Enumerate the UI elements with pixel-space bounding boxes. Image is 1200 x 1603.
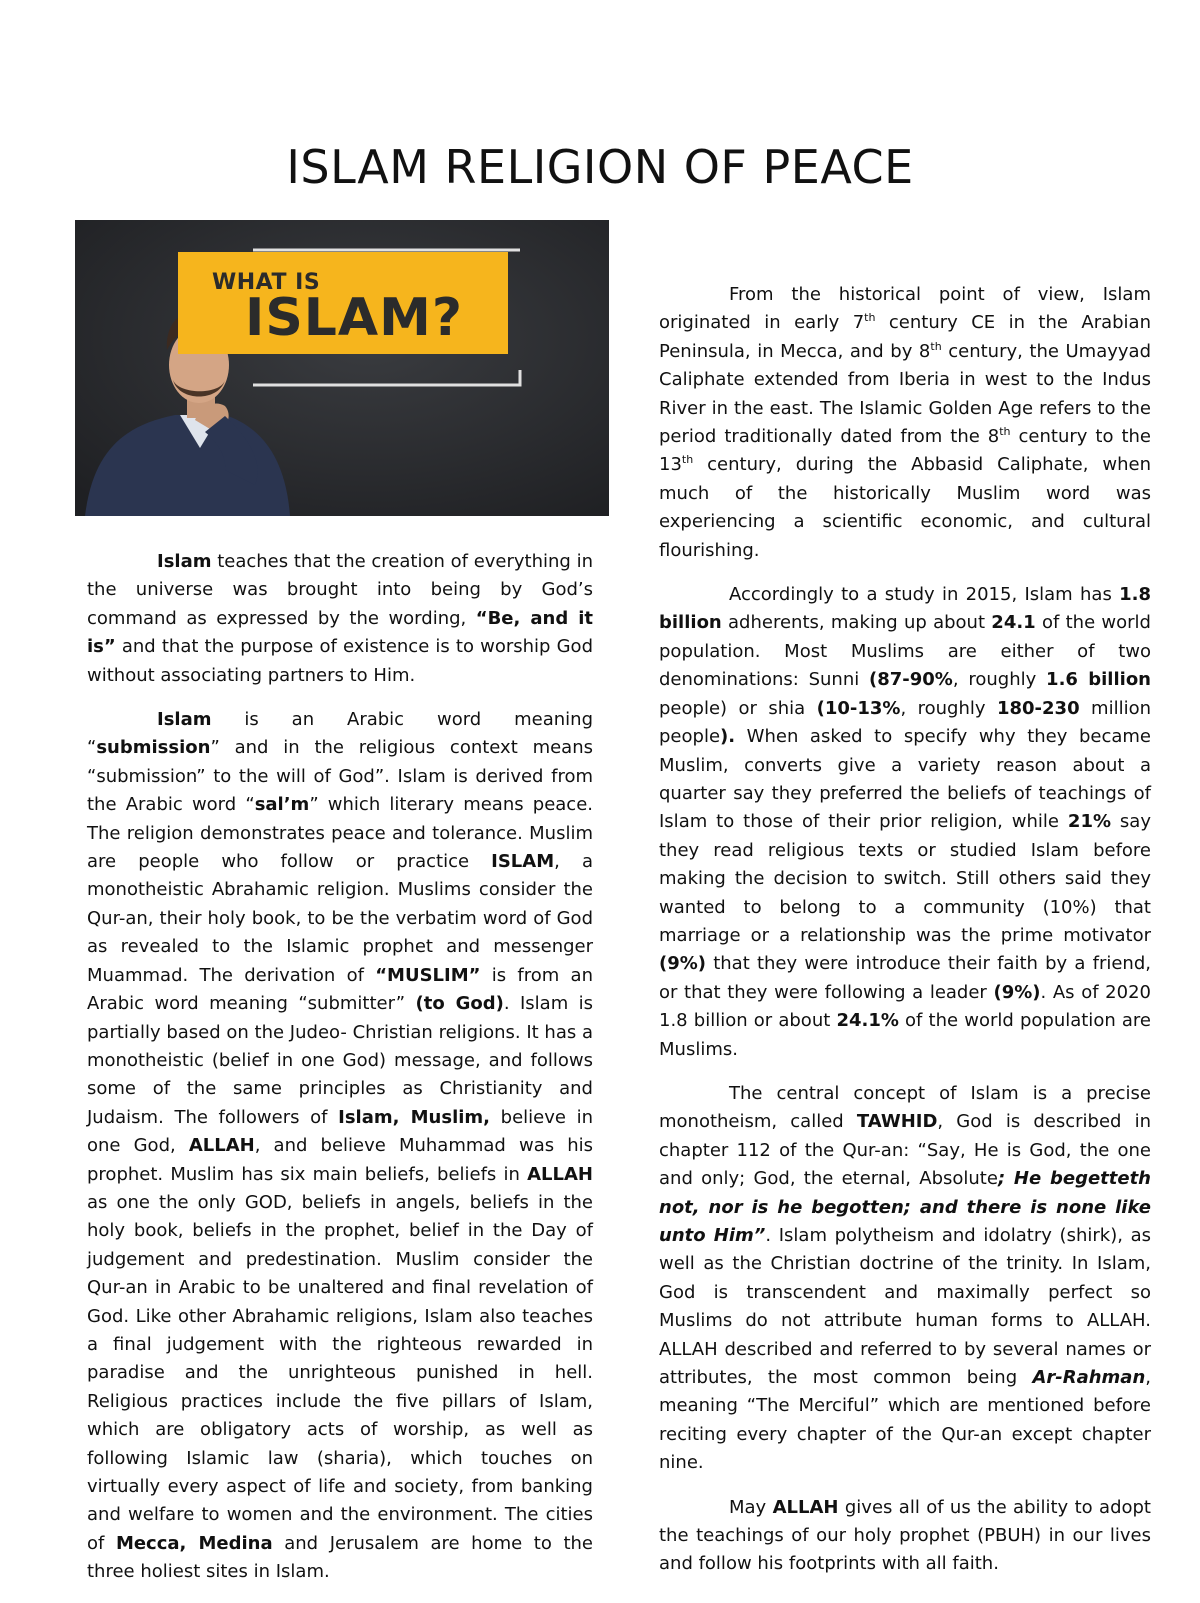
right-column (659, 281, 1151, 1595)
bold-text: (87-90% (869, 669, 953, 691)
body-text: of the world population. Most Muslims are either of two denominations: Sunni (659, 612, 1151, 691)
superscript: th (930, 339, 942, 353)
bold-text: 180-230 (996, 697, 1080, 719)
bold-text: ). (720, 726, 736, 748)
body-text: . Islam polytheism and idolatry (shirk), as well as the Christian doctrine of the trinity. In Islam, God is transcendent and maximally perfect so Muslims do not attribute human forms to ALLAH. ALLAH described and referred to by several names or attributes, the most common being (659, 1225, 1151, 1389)
bold-text: (9%) (993, 981, 1041, 1003)
body-text: gives all of us the ability to adopt the teachings of our holy prophet (PBUH) in our lives and follow his footprints with all faith. (659, 1496, 1151, 1575)
body-text: , roughly (900, 697, 997, 719)
body-text: that they were introduce their faith by a friend, or that they were following a leader (659, 953, 1151, 1003)
hero-headline-large: ISLAM? (245, 288, 464, 348)
body-text: . As of 2020 1.8 billion or about (659, 981, 1151, 1032)
bold-text: (9%) (659, 953, 707, 975)
bold-text: 21% (1067, 811, 1112, 833)
bold-text: 1.8 billion (659, 584, 1151, 634)
paragraph-creation (87, 548, 593, 690)
body-text: The central concept of Islam is a precise monotheism, called (659, 1082, 1151, 1133)
bold-text: 24.1% (836, 1010, 899, 1032)
body-text: adherents, making up about (721, 612, 992, 634)
bold-text: ALLAH (188, 1135, 255, 1157)
bold-text: ALLAH (772, 1496, 839, 1518)
body-text: believe in one God, (87, 1106, 594, 1157)
page-title: ISLAM RELIGION OF PEACE (286, 140, 914, 194)
bold-text: 1.6 billion (1046, 669, 1151, 691)
body-text: and Jerusalem are home to the three holiest sites in Islam. (87, 1532, 593, 1583)
paragraph-meaning (87, 706, 593, 1587)
body-text: is from an Arabic word meaning “submitter” (87, 964, 593, 1015)
bold-text: Islam (157, 551, 212, 572)
body-text: of the world population are Muslims. (659, 1010, 1151, 1060)
bold-text: sal’m (254, 794, 310, 816)
superscript: th (681, 453, 694, 467)
body-text: May (729, 1496, 773, 1518)
body-text: , a monotheistic Abrahamic religion. Muslims consider the Qur-an, their holy book, to be the verbatim word of God as revealed to the Islamic prophet and messenger Muammad. The derivation of (87, 851, 593, 986)
bold-text: (10-13% (816, 697, 901, 719)
bold-text: submission (96, 737, 211, 759)
bold-text: TAWHID (856, 1111, 938, 1133)
body-text: century to the 13 (659, 426, 1151, 476)
body-text: century, the Umayyad Caliphate extended from Iberia in west to the Indus River in the east. The Islamic Golden Age refers to the period traditionally dated from the 8 (659, 340, 1151, 448)
bold-text: 24.1 (991, 612, 1036, 634)
bold-text: (to God) (415, 993, 504, 1015)
body-text: . Islam is partially based on the Judeo- Christian religions. It has a monotheistic (belief in one God) message, and follows some of the same principles as Christianity and Judaism. The followers of (87, 993, 594, 1128)
hero-image (75, 220, 609, 516)
bold-text: Islam, Muslim, (338, 1106, 491, 1128)
body-text: , God is described in chapter 112 of the Qur-an: “Say, He is God, the one and only; God, the eternal, Absolute (659, 1111, 1151, 1190)
bold-text: Mecca, Medina (115, 1532, 273, 1554)
superscript: th (999, 425, 1011, 439)
body-text: say they read religious texts or studied Islam before making the decision to switch. Still others said they wanted to belong to a community (10%) that marriage or a relationship was the prime motivator (659, 811, 1151, 946)
bold-text: ISLAM (491, 851, 555, 873)
body-text: ” which literary means peace. The religion demonstrates peace and tolerance. Muslim are people who follow or practice (87, 794, 594, 873)
bold-italic-text: ; He begetteth not, nor is he begotten; and there is none like unto Him” (659, 1168, 1152, 1246)
body-text: century, during the Abbasid Caliphate, when much of the historically Muslim word was experiencing a scientific economic, and cultural flourishing. (659, 454, 1151, 561)
left-column (87, 548, 593, 1603)
paragraph-statistics (659, 581, 1151, 1064)
body-text: ” and in the religious context means “submission” to the will of God”. Islam is derived from the Arabic word “ (87, 737, 593, 816)
paragraph-tawhid (659, 1080, 1151, 1478)
bold-text: ALLAH (527, 1163, 593, 1185)
body-text: , roughly (952, 669, 1047, 691)
paragraph-closing (659, 1494, 1151, 1579)
superscript: th (864, 311, 876, 325)
paragraph-history (659, 281, 1151, 565)
body-text: From the historical point of view, Islam originated in early 7 (659, 284, 1151, 334)
bold-text: “Be, and it is” (87, 607, 594, 658)
body-text: and that the purpose of existence is to worship God without associating partners to Him. (87, 636, 593, 686)
bold-text: Islam (157, 709, 212, 731)
body-text: century CE in the Arabian Peninsula, in Mecca, and by 8 (659, 312, 1151, 362)
body-text: people) or shia (659, 697, 817, 719)
body-text: When asked to specify why they became Muslim, converts give a variety reason about a quarter say they preferred the beliefs of teachings of Islam to those of their prior religion, while (659, 726, 1151, 833)
bold-text: “MUSLIM” (375, 964, 481, 986)
body-text: teaches that the creation of everything in the universe was brought into being by God’s command as expressed by the wording, (87, 551, 593, 629)
body-text: Accordingly to a study in 2015, Islam has (729, 584, 1120, 606)
body-text: as one the only GOD, beliefs in angels, beliefs in the holy book, beliefs in the prophet, belief in the Day of judgement and predestination. Muslim consider the Qur-an in Arabic to be unaltered and final revelation of God. Like other Abrahamic religions, Islam also teaches a final judgement with the righteous rewarded in paradise and the unrighteous punished in hell. Religious practices include the five pillars of Islam, which are obligatory acts of worship, as well as following Islamic law (sharia), which touches on virtually every aspect of life and society, from banking and welfare to women and the environment. The cities of (87, 1191, 593, 1554)
bold-italic-text: Ar-Rahman (1032, 1367, 1146, 1389)
body-text: , and believe Muhammad was his prophet. Muslim has six main beliefs, beliefs in (87, 1135, 593, 1185)
body-text: million people (659, 697, 1152, 748)
body-text: is an Arabic word meaning “ (87, 709, 593, 759)
hero-headline-small: WHAT IS (212, 270, 321, 295)
body-text: , meaning “The Merciful” which are mentioned before reciting every chapter of the Qur-an except chapter nine. (659, 1367, 1151, 1474)
